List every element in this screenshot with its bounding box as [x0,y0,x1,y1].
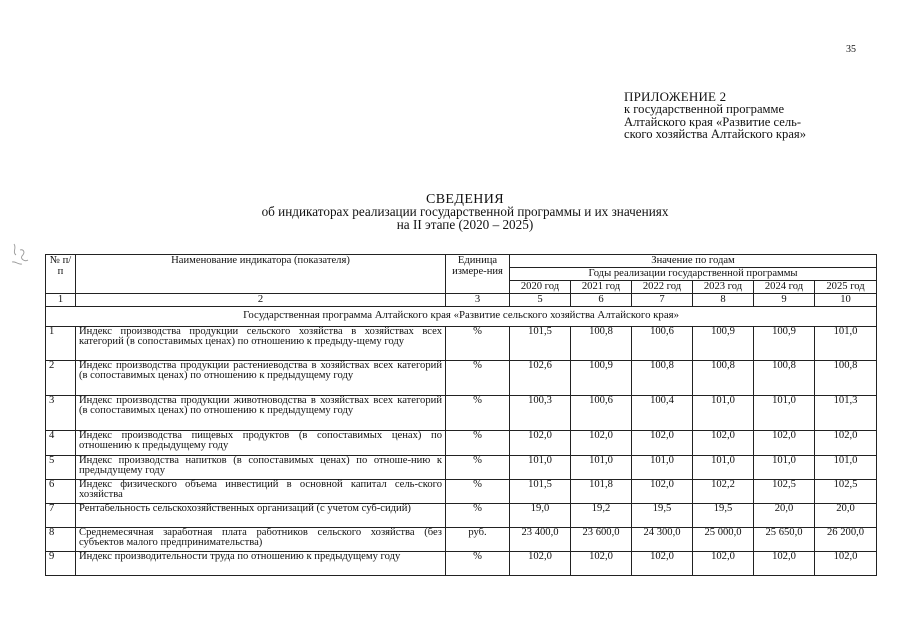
header-year: 2021 год [571,281,632,294]
document-subtitle: об индикаторах реализации государственной программы и их значениях [261,204,669,220]
indicator-value: 100,4 [632,396,693,431]
indicator-unit: % [446,431,510,456]
indicator-value: 100,8 [632,361,693,396]
header-num: № п/п [46,255,76,294]
table-row [46,327,877,361]
indicator-unit: % [446,504,510,528]
indicator-value: 101,0 [693,456,754,480]
table-row [46,504,877,528]
column-number: 10 [815,294,877,307]
indicator-value: 101,3 [815,396,877,431]
indicator-unit: % [446,552,510,576]
indicator-name: Индекс производства пищевых продуктов (в сопоставимых ценах) по отношению к предыдущему году [76,431,446,456]
indicator-value: 102,6 [510,361,571,396]
header-years-group: Годы реализации государственной программы [510,268,877,281]
indicator-value: 19,0 [510,504,571,528]
indicator-value: 100,8 [693,361,754,396]
indicator-value: 101,8 [571,480,632,504]
indicator-value: 102,0 [632,552,693,576]
indicator-unit: % [446,327,510,361]
indicator-value: 101,5 [510,480,571,504]
indicator-value: 19,2 [571,504,632,528]
header-row [46,255,877,268]
indicator-value: 101,0 [632,456,693,480]
table-row [46,396,877,431]
column-number: 2 [76,294,446,307]
indicator-value: 25 650,0 [754,528,815,552]
indicator-value: 102,0 [693,431,754,456]
indicator-value: 25 000,0 [693,528,754,552]
indicator-name: Индекс производства продукции животноводства в хозяйствах всех категорий (в сопоставимых ценах) по отношению к предыдущему году [76,396,446,431]
indicator-value: 102,0 [815,431,877,456]
header-year: 2023 год [693,281,754,294]
column-number: 1 [46,294,76,307]
indicator-unit: % [446,480,510,504]
column-number: 5 [510,294,571,307]
column-number: 3 [446,294,510,307]
indicator-value: 102,0 [754,552,815,576]
column-number: 6 [571,294,632,307]
indicator-value: 102,0 [632,480,693,504]
program-title: Государственная программа Алтайского края «Развитие сельского хозяйства Алтайского края» [46,307,877,327]
header-year: 2024 год [754,281,815,294]
row-number: 7 [46,504,76,528]
indicator-value: 102,0 [571,431,632,456]
indicator-value: 101,0 [693,396,754,431]
indicator-value: 102,0 [754,431,815,456]
row-number: 3 [46,396,76,431]
indicator-value: 100,6 [571,396,632,431]
document-title: СВЕДЕНИЯ [425,192,505,207]
indicator-value: 20,0 [754,504,815,528]
handwritten-mark-icon [8,240,38,270]
document-subtitle: на II этапе (2020 – 2025) [396,216,534,232]
indicator-value: 101,5 [510,327,571,361]
indicator-value: 102,0 [815,552,877,576]
row-number: 6 [46,480,76,504]
indicator-name: Индекс производства продукции растениеводства в хозяйствах всех категорий (в сопоставимых ценах) по отношению к предыдущему году [76,361,446,396]
program-title-row [46,307,877,327]
indicator-value: 102,0 [632,431,693,456]
indicator-value: 23 400,0 [510,528,571,552]
indicator-value: 101,0 [754,456,815,480]
indicator-value: 102,0 [510,431,571,456]
row-number: 8 [46,528,76,552]
indicator-unit: руб. [446,528,510,552]
indicator-value: 19,5 [693,504,754,528]
appendix-line: ского хозяйства Алтайского края» [624,126,807,141]
indicator-value: 100,6 [632,327,693,361]
indicator-value: 23 600,0 [571,528,632,552]
indicator-value: 100,3 [510,396,571,431]
indicator-value: 26 200,0 [815,528,877,552]
indicator-value: 102,0 [510,552,571,576]
header-year: 2025 год [815,281,877,294]
appendix-block [624,91,874,140]
indicator-value: 102,2 [693,480,754,504]
header-unit: Единица измере-ния [446,255,510,294]
indicator-value: 101,0 [510,456,571,480]
indicator-name: Индекс производительности труда по отношению к предыдущему году [76,552,446,576]
indicator-value: 101,0 [754,396,815,431]
table-row [46,456,877,480]
indicator-value: 102,0 [571,552,632,576]
indicator-name: Индекс производства продукции сельского хозяйства в хозяйствах всех категорий (в сопоставимых ценах) по отношению к предыду-щему году [76,327,446,361]
appendix-title: ПРИЛОЖЕНИЕ 2 [624,89,727,104]
indicator-value: 19,5 [632,504,693,528]
indicator-value: 102,5 [754,480,815,504]
indicator-value: 100,8 [571,327,632,361]
indicator-value: 100,8 [754,361,815,396]
header-year: 2020 год [510,281,571,294]
indicator-value: 101,0 [815,327,877,361]
indicator-value: 101,0 [815,456,877,480]
table-row [46,480,877,504]
column-number: 9 [754,294,815,307]
row-number: 4 [46,431,76,456]
row-number: 1 [46,327,76,361]
indicator-value: 100,9 [754,327,815,361]
column-number: 8 [693,294,754,307]
row-number: 5 [46,456,76,480]
indicator-value: 100,9 [693,327,754,361]
indicator-value: 100,9 [571,361,632,396]
header-values-group: Значение по годам [510,255,877,268]
table-row [46,552,877,576]
indicator-value: 24 300,0 [632,528,693,552]
indicator-value: 102,5 [815,480,877,504]
header-year: 2022 год [632,281,693,294]
indicator-value: 20,0 [815,504,877,528]
table-row [46,361,877,396]
indicator-unit: % [446,456,510,480]
indicator-name: Среднемесячная заработная плата работников сельского хозяйства (без субъектов малого предпринимательства) [76,528,446,552]
indicator-value: 102,0 [693,552,754,576]
indicator-name: Индекс физического объема инвестиций в основной капитал сель-ского хозяйства [76,480,446,504]
column-number-row [46,294,877,307]
indicator-unit: % [446,396,510,431]
indicators-table [45,254,877,576]
table-row [46,431,877,456]
indicator-value: 101,0 [571,456,632,480]
column-number: 7 [632,294,693,307]
indicator-unit: % [446,361,510,396]
row-number: 9 [46,552,76,576]
row-number: 2 [46,361,76,396]
indicator-name: Рентабельность сельскохозяйственных организаций (с учетом суб-сидий) [76,504,446,528]
indicator-value: 100,8 [815,361,877,396]
appendix-line: к государственной программе [624,102,785,117]
table-row [46,528,877,552]
page-number: 35 [846,44,856,55]
document-heading [180,194,750,231]
header-name: Наименование индикатора (показателя) [76,255,446,294]
appendix-line: Алтайского края «Развитие сель- [624,114,802,129]
indicator-name: Индекс производства напитков (в сопоставимых ценах) по отноше-нию к предыдущему году [76,456,446,480]
